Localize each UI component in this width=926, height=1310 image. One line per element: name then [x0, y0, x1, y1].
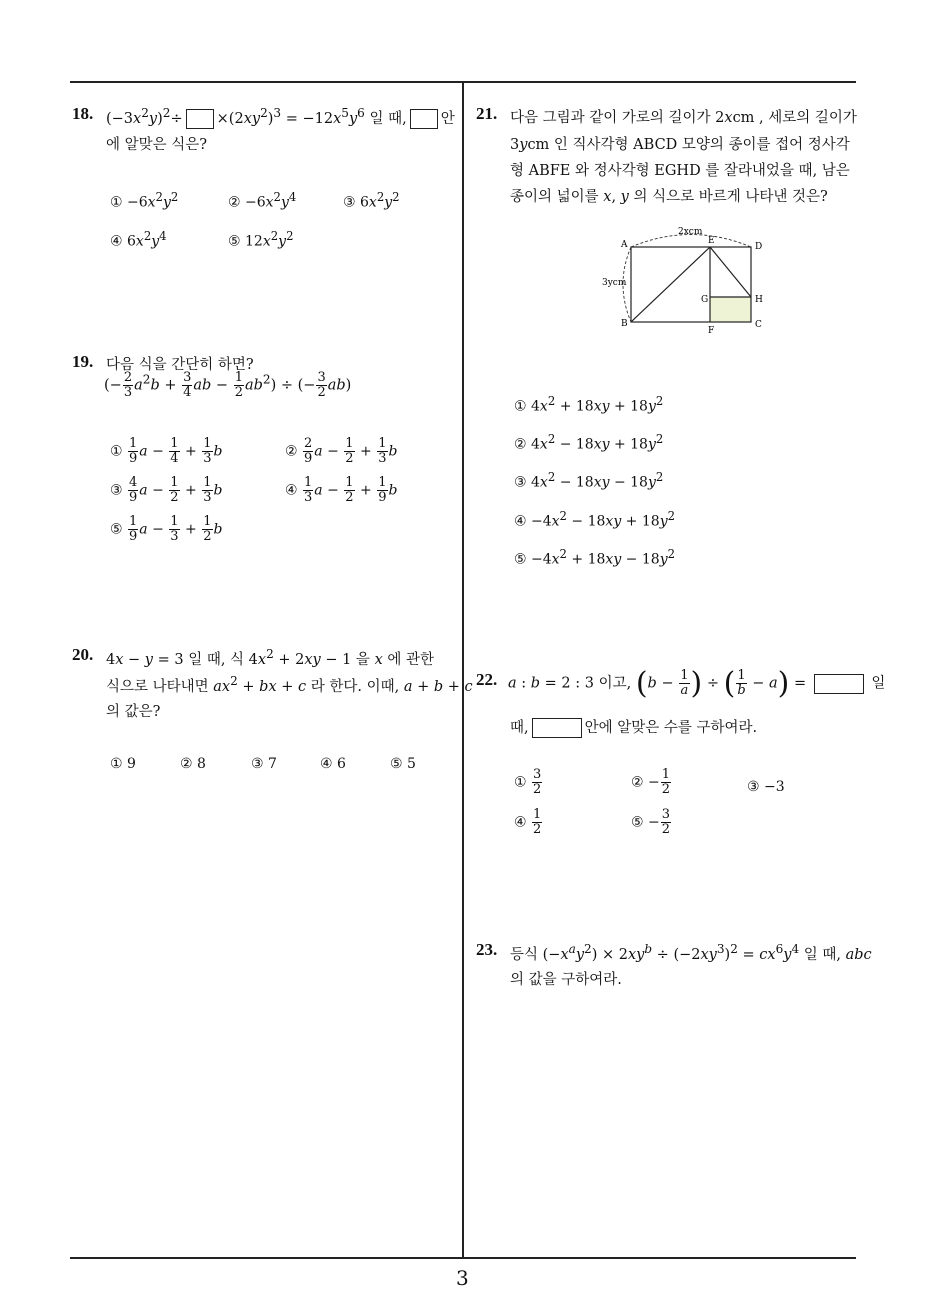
diagonal-be [631, 247, 710, 322]
question-text-line2: 식으로 나타내면 $ax^2$ + bx + c 라 한다. 이때, a + b + c [106, 674, 473, 695]
question-number: 23. [476, 940, 498, 959]
option-4[interactable]: ④ 6 [320, 756, 346, 772]
option-2[interactable]: ② $\frac{2}{9}$ a − $\frac{1}{2}$ + $\frac{1}{3}$ b [285, 436, 398, 466]
remaining-paper-shade [710, 297, 751, 322]
option-3[interactable]: ③ $6x^2y^2$ [343, 190, 400, 211]
point-label: G [701, 295, 709, 305]
option-1[interactable]: ① 9 [110, 756, 136, 772]
diagonal-eh [710, 247, 751, 297]
question-number: 18. [72, 104, 94, 123]
question-number: 19. [72, 352, 94, 371]
option-2[interactable]: ② $4x^2 - 18xy + 18y^2$ [514, 432, 664, 453]
question-text: 등식 $(-x^ay^2) \times 2xy^b \div (-2xy^3)^2 = cx^6y^4$ 일 때, abc [510, 942, 872, 963]
height-label: 3ycm [602, 278, 627, 288]
question-text: 다음 그림과 같이 가로의 길이가 2xcm , 세로의 길이가 [510, 110, 857, 126]
option-1[interactable]: ① $\frac{1}{9}$ a − $\frac{1}{4}$ + $\frac{1}{3}$ b [110, 436, 223, 466]
bottom-rule [70, 1257, 856, 1259]
option-5[interactable]: ⑤ $12x^2y^2$ [228, 229, 294, 250]
option-4[interactable]: ④ $-4x^2 - 18xy + 18y^2$ [514, 509, 676, 530]
blank-box [814, 674, 864, 694]
column-divider [462, 82, 464, 1258]
point-label: A [621, 240, 628, 250]
option-3[interactable]: ③ $\frac{4}{9}$ a − $\frac{1}{2}$ + $\frac{1}{3}$ b [110, 475, 223, 505]
question-text: 4x − y = 3 일 때, 식 $4x^2 + 2xy - 1$ 을 x 에 관한 [106, 647, 434, 668]
point-label: E [708, 236, 715, 246]
option-1[interactable]: ① $-6x^2y^2$ [110, 190, 179, 211]
option-4[interactable]: ④ $6x^2y^4$ [110, 229, 167, 250]
question-text-line3: 의 값은? [106, 704, 161, 720]
blank-box [186, 109, 214, 129]
blank-box [532, 718, 582, 738]
question-text-line2: 에 알맞은 식은? [106, 137, 208, 153]
point-label: H [755, 295, 763, 305]
question-text: a : b = 2 : 3 이고, (b − $\frac{1}{a}$ ) ÷ ( $\frac{1}{b}$ − a) = 일 [508, 666, 886, 701]
question-text-line2: 의 값을 구하여라. [510, 972, 622, 988]
blank-box [410, 109, 438, 129]
option-2[interactable]: ② 8 [180, 756, 206, 772]
point-label: B [621, 319, 628, 329]
option-3[interactable]: ③ $4x^2 - 18xy - 18y^2$ [514, 470, 664, 491]
point-label: D [755, 242, 763, 252]
question-text: 다음 식을 간단히 하면? [106, 357, 254, 373]
option-5[interactable]: ⑤ − $\frac{3}{2}$ [631, 807, 671, 837]
question-number: 21. [476, 104, 498, 123]
option-4[interactable]: ④ $\frac{1}{3}$ a − $\frac{1}{2}$ + $\frac{1}{9}$ b [285, 475, 398, 505]
option-5[interactable]: ⑤ 5 [390, 756, 416, 772]
option-5[interactable]: ⑤ $-4x^2 + 18xy - 18y^2$ [514, 547, 676, 568]
expression: (− $\frac{2}{3}$ $a^2b$ + $\frac{3}{4}$ ab − $\frac{1}{2}$ $ab^2$) ÷ (− $\frac{3}{2}$ ab) [104, 370, 352, 400]
width-label: 2xcm [678, 227, 703, 237]
option-5[interactable]: ⑤ $\frac{1}{9}$ a − $\frac{1}{3}$ + $\frac{1}{2}$ b [110, 514, 223, 544]
rectangle-figure [600, 222, 770, 342]
point-label: C [755, 320, 762, 330]
question-text: $(-3x^2y)^2\div \times(2xy^2)^3 = -12x^5y^6$ 일 때, 안 [106, 106, 455, 127]
option-4[interactable]: ④ $\frac{1}{2}$ [514, 807, 542, 837]
option-3[interactable]: ③ −3 [747, 779, 785, 795]
point-label: F [708, 326, 715, 336]
option-3[interactable]: ③ 7 [251, 756, 277, 772]
question-number: 20. [72, 645, 94, 664]
option-1[interactable]: ① $\frac{3}{2}$ [514, 767, 542, 797]
question-text-line2: 3ycm 인 직사각형 ABCD 모양의 종이를 접어 정사각 [510, 137, 850, 153]
option-1[interactable]: ① $4x^2 + 18xy + 18y^2$ [514, 394, 664, 415]
question-number: 22. [476, 670, 498, 689]
option-2[interactable]: ② − $\frac{1}{2}$ [631, 767, 671, 797]
question-text-line3: 형 ABFE 와 정사각형 EGHD 를 잘라내었을 때, 남은 [510, 163, 850, 179]
option-2[interactable]: ② $-6x^2y^4$ [228, 190, 297, 211]
question-text-line2: 때, 안에 알맞은 수를 구하여라. [510, 720, 758, 736]
question-text-line4: 종이의 넓이를 x, y 의 식으로 바르게 나타낸 것은? [510, 189, 828, 205]
page-number: 3 [456, 1266, 469, 1290]
